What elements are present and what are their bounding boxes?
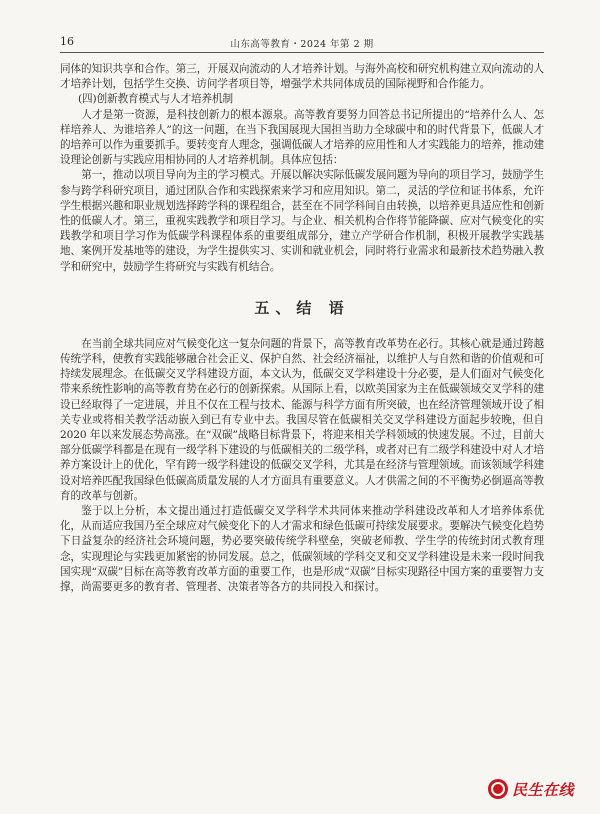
paragraph: 在当前全球共同应对气候变化这一复杂问题的背景下，高等教育改革势在必行。其核心就是通过跨越传统学科，使教育实践能够融合社会正义、保护自然、社会经济福祉，以维护人与自然和谐的价值观和可持续发展理念。在低碳交叉学科建设方面，本文认为，低碳交叉学科建设十分必要，是人们面对气候变化带来系统性影响的高等教育势在必行的创新探索。从国际上看，以欧美国家为主在低碳领域交叉学科的建设已经取得了一定进展，并且不仅在工程与技术、能源与科学方面有所突破，也在经济管理领域开设了相关专业或将相关教学活动嵌入到已有专业中去。我国尽管在低碳相关交叉学科建设方面起步较晚，但自 2020 年以来发展态势高涨。在“双碳”战略目标背景下，将迎来相关学科领域的快速发展。不过，目前大部分低碳学科都是在现有一级学科下建设的与低碳相关的二级学科，或者对已有二级学科建设中对人才培养方案设计上的优化，罕有跨一级学科建设的低碳交叉学科，尤其是在经济与管理领域。而该领域学科建设对培养匹配我国绿色低碳高质量发展的人才方面具有重要意义。人才供需之间的不平衡势必倒逼高等教育的改革与创新。	[60, 337, 544, 502]
subsection-heading: (四)创新教育模式与人才培养机制	[78, 93, 233, 106]
watermark-logo	[488, 778, 588, 800]
running-header	[60, 34, 544, 53]
seal-icon	[488, 779, 508, 799]
journal-title: 山东高等教育・2024 年第 2 期	[230, 39, 374, 50]
page-number: 16	[60, 35, 74, 48]
paragraph: 同体的知识共享和合作。第三，开展双向流动的人才培养计划。与海外高校和研究机构建立双向流动的人才培养计划，包括学生交换、访问学者项目等，增强学术共同体成员的国际视野和合作能力。	[60, 63, 544, 91]
paragraph: 鉴于以上分析，本文提出通过打造低碳交叉学科学术共同体来推动学科建设改革和人才培养体系优化，从而适应我国乃至全球应对气候变化下的人才需求和绿色低碳可持续发展要求。要解决气候变化趋势下日益复杂的经济社会环境问题，势必要突破传统学科壁垒，突破老师教、学生学的传统封闭式教育理念，实现理论与实践更加紧密的协同发展。总之，低碳领域的学科交叉和交叉学科建设是未来一段时间我国实现“双碳”目标在高等教育改革方面的重要工作，也是形成“双碳”目标实现路径中国方案的重要智力支撑，尚需要更多的教育者、管理者、决策者等各方的共同投入和探讨。	[60, 505, 544, 594]
paragraph: 人才是第一资源，是科技创新力的根本源泉。高等教育要努力回答总书记所提出的“培养什么人、怎样培养人、为谁培养人”的这一问题，在当下我国展现大国担当助力全球碳中和的时代背景下，低碳人才的培养可以作为重要抓手。要转变育人理念，强调低碳人才培养的应用性和人才实践能力的培养，推动建设理论创新与实践应用相协同的人才培养机制。具体应包括：	[60, 108, 544, 167]
watermark-text: 民生在线	[512, 780, 575, 799]
section-heading: 五、结 语	[254, 298, 350, 317]
paragraph: 第一，推动以项目导向为主的学习模式。开展以解决实际低碳发展问题为导向的项目学习，鼓励学生参与跨学科研究项目，通过团队合作和实践探索来学习和应用知识。第二，灵活的学位和证书体系，允许学生根据兴趣和职业规划选择跨学科的课程组合，甚至在不同学科间自由转换，以培养更具适应性和创新性的低碳人才。第三，重视实践教学和项目学习。与企业、相关机构合作将节能降碳、应对气候变化的实践教学和项目学习作为低碳学科课程体系的重要组成部分，建立产学研合作机制，积极开展教学实践基地、案例开发基地等的建设，为学生提供实习、实训和就业机会，同时将行业需求和最新技术趋势融入教学和研究中，鼓励学生将研究与实践有机结合。	[60, 169, 544, 273]
article-body	[60, 62, 544, 595]
